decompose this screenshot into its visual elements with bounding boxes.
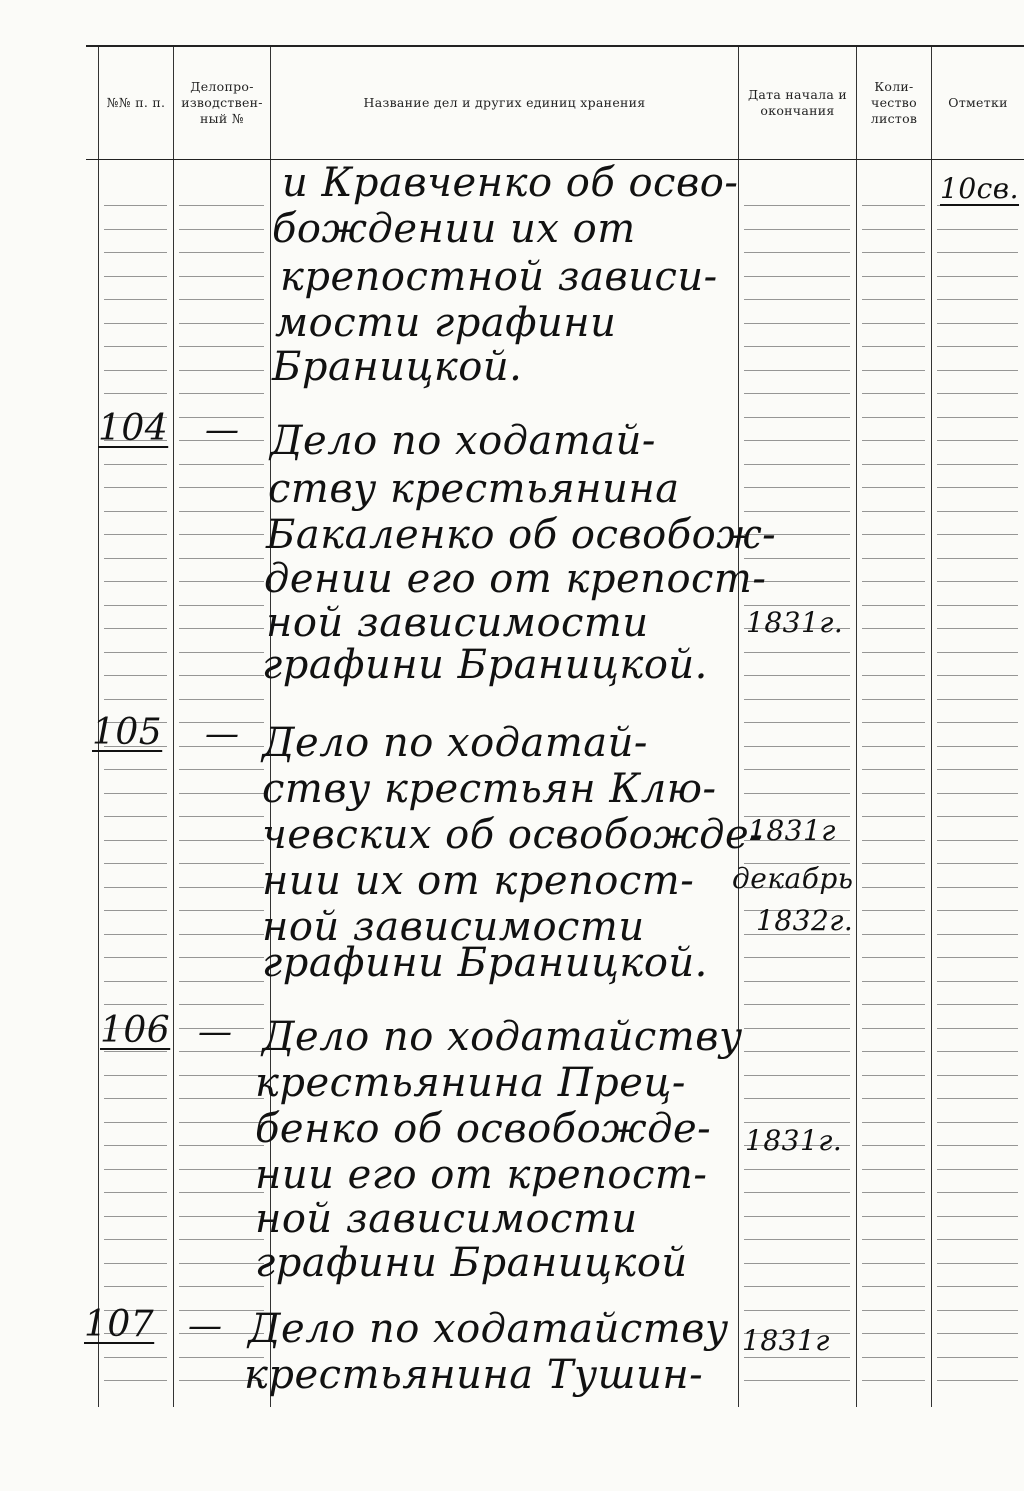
ruled-line (179, 1004, 264, 1005)
ruled-line (104, 957, 167, 958)
entry-105-line-1: Дело по ходатай- (262, 720, 648, 766)
ruled-line (104, 887, 167, 888)
ruled-line (862, 769, 925, 770)
ruled-line (862, 887, 925, 888)
cont-line-4: мости графини (275, 300, 617, 346)
ruled-line (862, 652, 925, 653)
ruled-line (104, 1004, 167, 1005)
ruled-line (937, 1004, 1018, 1005)
entry-106-line-1: Дело по ходатайству (262, 1014, 743, 1060)
ruled-line (937, 534, 1018, 535)
ruled-line (744, 957, 850, 958)
ruled-line (937, 1333, 1018, 1334)
ruled-line (744, 370, 850, 371)
ruled-line (862, 722, 925, 723)
ruled-line (862, 370, 925, 371)
ruled-line (862, 1075, 925, 1076)
ruled-line (104, 1169, 167, 1170)
ruled-line (104, 816, 167, 817)
ruled-line (937, 1051, 1018, 1052)
ruled-line (744, 1239, 850, 1240)
ruled-line (937, 1028, 1018, 1029)
ruled-line (104, 628, 167, 629)
ruled-line (179, 1216, 264, 1217)
ruled-line (104, 487, 167, 488)
ruled-line (104, 205, 167, 206)
ruled-line (862, 252, 925, 253)
ruled-line (862, 205, 925, 206)
entry-105-number: 105 (92, 712, 163, 753)
ruled-line (862, 816, 925, 817)
ruled-line (937, 1380, 1018, 1381)
ruled-line (744, 1004, 850, 1005)
ruled-line (104, 276, 167, 277)
ruled-line (179, 1122, 264, 1123)
ruled-line (744, 981, 850, 982)
entry-107-date: 1831г (742, 1324, 830, 1357)
ruled-line (179, 840, 264, 841)
ruled-line (179, 487, 264, 488)
ruled-line (862, 534, 925, 535)
ruled-line (179, 1145, 264, 1146)
ruled-line (862, 1357, 925, 1358)
ruled-line (104, 769, 167, 770)
ruled-line (744, 746, 850, 747)
ruled-line (744, 1098, 850, 1099)
ruled-line (179, 205, 264, 206)
ruled-line (104, 1122, 167, 1123)
ruled-line (862, 628, 925, 629)
entry-105-date-start: 1831г (748, 814, 836, 847)
ruled-line (862, 981, 925, 982)
ruled-line (862, 558, 925, 559)
entry-107-dash: — (188, 1306, 223, 1346)
ruled-line (744, 1310, 850, 1311)
ruled-line (862, 487, 925, 488)
ruled-line (862, 323, 925, 324)
ruled-line (862, 1098, 925, 1099)
ruled-line (744, 1380, 850, 1381)
ruled-line (179, 229, 264, 230)
ruled-line (862, 1004, 925, 1005)
ruled-line (862, 1145, 925, 1146)
ruled-line (937, 323, 1018, 324)
ruled-line (104, 1239, 167, 1240)
entry-106-line-5: ной зависимости (255, 1196, 638, 1242)
ruled-line (937, 887, 1018, 888)
ruled-line (937, 1216, 1018, 1217)
header-col-title: Название дел и других единиц хранения (363, 95, 646, 110)
ruled-line (937, 252, 1018, 253)
ruled-line (937, 816, 1018, 817)
entry-104-line-2: ству крестьянина (268, 466, 680, 512)
ruled-line (862, 229, 925, 230)
cont-line-5: Браницкой. (272, 344, 523, 390)
ruled-line (179, 276, 264, 277)
ruled-line (179, 534, 264, 535)
ruled-line (937, 1145, 1018, 1146)
ruled-line (744, 276, 850, 277)
ruled-line (862, 1169, 925, 1170)
entry-104-line-4: дении его от крепост- (264, 556, 767, 602)
ruled-line (937, 652, 1018, 653)
ruled-line (104, 346, 167, 347)
ruled-line (862, 299, 925, 300)
ruled-line (862, 1028, 925, 1029)
ruled-line (937, 1122, 1018, 1123)
ruled-line (744, 1028, 850, 1029)
ruled-line (744, 487, 850, 488)
entry-107-line-1: Дело по ходатайству (248, 1306, 729, 1352)
ruled-line (104, 863, 167, 864)
ruled-line (862, 605, 925, 606)
ruled-line (744, 1169, 850, 1170)
ruled-line (179, 793, 264, 794)
ruled-line (104, 793, 167, 794)
ruled-line (937, 370, 1018, 371)
entry-106-number: 106 (100, 1010, 171, 1051)
ruled-line (104, 652, 167, 653)
ruled-line (104, 393, 167, 394)
ruled-line (937, 346, 1018, 347)
ruled-line (179, 910, 264, 911)
ruled-line (937, 417, 1018, 418)
entry-104-dash: — (205, 410, 240, 450)
ruled-line (104, 1192, 167, 1193)
ruled-line (744, 393, 850, 394)
ruled-line (104, 370, 167, 371)
ruled-line (862, 393, 925, 394)
entry-105-line-3: чевских об освобожде- (262, 812, 764, 858)
ruled-line (937, 558, 1018, 559)
ruled-line (104, 1286, 167, 1287)
ruled-line (179, 1192, 264, 1193)
ruled-line (744, 440, 850, 441)
ruled-line (744, 252, 850, 253)
entry-105-line-4: нии их от крепост- (262, 858, 695, 904)
ruled-line (104, 1051, 167, 1052)
header-col-office-number: Делопро- изводствен- ный № (181, 79, 263, 126)
ruled-line (744, 1075, 850, 1076)
ruled-line (937, 487, 1018, 488)
ruled-line (179, 628, 264, 629)
ruled-line (179, 675, 264, 676)
ruled-line (937, 299, 1018, 300)
col-divider-5 (931, 47, 932, 1407)
ruled-line (937, 440, 1018, 441)
ruled-line (862, 910, 925, 911)
entry-104-line-5: ной зависимости (266, 600, 649, 646)
entry-106-date: 1831г. (745, 1124, 843, 1157)
ruled-line (862, 863, 925, 864)
ruled-line (862, 1380, 925, 1381)
ruled-line (937, 722, 1018, 723)
entry-107-line-2: крестьянина Тушин- (244, 1352, 704, 1398)
entry-104-line-6: графини Браницкой. (262, 642, 708, 688)
ruled-line (937, 699, 1018, 700)
entry-106-line-6: графини Браницкой (255, 1240, 688, 1286)
ruled-line (104, 605, 167, 606)
ruled-line (744, 299, 850, 300)
col-divider-3 (738, 47, 739, 1407)
ruled-line (937, 675, 1018, 676)
ruled-line (744, 1192, 850, 1193)
ruled-line (179, 769, 264, 770)
ruled-line (862, 1216, 925, 1217)
ruled-line (104, 581, 167, 582)
entry-104-number: 104 (98, 408, 169, 449)
ruled-line (104, 558, 167, 559)
ruled-line (937, 276, 1018, 277)
ruled-line (179, 393, 264, 394)
ruled-line (744, 417, 850, 418)
entry-106-line-4: нии его от крепост- (255, 1152, 708, 1198)
ruled-line (937, 957, 1018, 958)
ruled-line (937, 840, 1018, 841)
ruled-line (744, 1263, 850, 1264)
ruled-line (744, 346, 850, 347)
ruled-line (862, 699, 925, 700)
ruled-line (937, 1169, 1018, 1170)
ruled-line (862, 1310, 925, 1311)
ruled-line (179, 511, 264, 512)
ruled-line (937, 1310, 1018, 1311)
ruled-line (179, 816, 264, 817)
entry-106-line-2: крестьянина Прец- (255, 1060, 686, 1106)
ruled-line (862, 1051, 925, 1052)
ruled-line (104, 511, 167, 512)
ruled-line (104, 840, 167, 841)
ruled-line (744, 793, 850, 794)
ruled-line (104, 1075, 167, 1076)
ruled-line (744, 464, 850, 465)
ruled-line (104, 1145, 167, 1146)
ruled-line (744, 229, 850, 230)
ruled-line (937, 229, 1018, 230)
ruled-line (104, 675, 167, 676)
ruled-line (862, 746, 925, 747)
ruled-line (104, 1357, 167, 1358)
ruled-line (862, 346, 925, 347)
entry-105-line-6: графини Браницкой. (262, 940, 708, 986)
entry-105-line-2: ству крестьян Клю- (262, 766, 717, 812)
entry-105-date-month: декабрь (732, 862, 854, 895)
ruled-line (862, 464, 925, 465)
ruled-line (937, 934, 1018, 935)
ruled-line (179, 558, 264, 559)
ruled-line (179, 464, 264, 465)
ruled-line (937, 1075, 1018, 1076)
ruled-line (937, 981, 1018, 982)
entry-107-number: 107 (84, 1304, 155, 1345)
ruled-line (937, 464, 1018, 465)
ruled-line (937, 511, 1018, 512)
entry-106-line-3: бенко об освобожде- (255, 1106, 712, 1152)
ruled-line (862, 957, 925, 958)
ruled-line (179, 299, 264, 300)
ruled-line (862, 1286, 925, 1287)
ruled-line (744, 675, 850, 676)
ruled-line (104, 1216, 167, 1217)
ruled-line (937, 1357, 1018, 1358)
ruled-line (937, 205, 1018, 206)
ruled-line (179, 346, 264, 347)
ruled-line (744, 1122, 850, 1123)
header-col-sheet-count: Коли- чество листов (870, 79, 918, 126)
ruled-line (937, 793, 1018, 794)
ruled-line (179, 1239, 264, 1240)
ruled-line (104, 299, 167, 300)
header-col-num: №№ п. п. (106, 95, 166, 110)
ruled-line (937, 628, 1018, 629)
entry-104-date: 1831г. (746, 606, 844, 639)
entry-104-line-3: Бакаленко об освобож- (266, 512, 777, 558)
cont-line-2: бождении их от (272, 206, 636, 252)
ruled-line (104, 1380, 167, 1381)
ruled-line (862, 276, 925, 277)
ruled-line (937, 581, 1018, 582)
ruled-line (104, 699, 167, 700)
entry-104-line-1: Дело по ходатай- (270, 418, 656, 464)
ruled-line (179, 1098, 264, 1099)
ruled-line (862, 440, 925, 441)
ruled-line (937, 393, 1018, 394)
ruled-line (179, 934, 264, 935)
ruled-line (104, 252, 167, 253)
ruled-line (937, 910, 1018, 911)
header-col-notes: Отметки (948, 95, 1008, 110)
entry-105-dash: — (205, 714, 240, 754)
ruled-line (179, 699, 264, 700)
ruled-line (179, 252, 264, 253)
ruled-line (862, 1333, 925, 1334)
ruled-line (179, 981, 264, 982)
ruled-line (744, 699, 850, 700)
ruled-line (179, 1169, 264, 1170)
ruled-line (744, 722, 850, 723)
ruled-line (179, 1286, 264, 1287)
ruled-line (937, 605, 1018, 606)
ruled-line (862, 840, 925, 841)
ruled-line (862, 934, 925, 935)
ruled-line (744, 205, 850, 206)
ruled-line (937, 746, 1018, 747)
ruled-line (862, 511, 925, 512)
ruled-line (104, 1098, 167, 1099)
notes-mark: 10св. (940, 172, 1020, 205)
ruled-line (937, 863, 1018, 864)
ruled-line (744, 323, 850, 324)
ruled-line (104, 464, 167, 465)
ruled-line (744, 652, 850, 653)
ruled-line (744, 769, 850, 770)
ruled-line (744, 1286, 850, 1287)
ruled-line (937, 1263, 1018, 1264)
ruled-line (179, 957, 264, 958)
ruled-line (104, 229, 167, 230)
ruled-line (179, 323, 264, 324)
ruled-line (862, 417, 925, 418)
col-divider-1 (173, 47, 174, 1407)
ruled-line (179, 581, 264, 582)
ruled-line (179, 1263, 264, 1264)
ruled-line (937, 1098, 1018, 1099)
ruled-line (862, 1263, 925, 1264)
ruled-line (937, 1192, 1018, 1193)
ruled-line (179, 887, 264, 888)
ruled-line (104, 534, 167, 535)
ruled-line (179, 863, 264, 864)
ruled-line (744, 1051, 850, 1052)
ruled-line (179, 370, 264, 371)
ruled-line (937, 1239, 1018, 1240)
cont-line-3: крепостной зависи- (280, 254, 718, 300)
ruled-line (179, 652, 264, 653)
header-col-dates: Дата начала и окончания (747, 87, 848, 118)
ruled-line (937, 769, 1018, 770)
ruled-line (862, 793, 925, 794)
ruled-line (862, 675, 925, 676)
ruled-line (862, 1192, 925, 1193)
ruled-line (744, 1216, 850, 1217)
ruled-line (862, 1239, 925, 1240)
ruled-line (937, 1286, 1018, 1287)
ruled-line (104, 981, 167, 982)
ruled-line (104, 934, 167, 935)
col-divider-4 (856, 47, 857, 1407)
cont-line-1: и Кравченко об осво- (282, 160, 739, 206)
ruled-line (862, 1122, 925, 1123)
ruled-line (179, 605, 264, 606)
entry-105-line-5: ной зависимости (262, 904, 645, 950)
ruled-line (104, 910, 167, 911)
entry-106-dash: — (198, 1012, 233, 1052)
ruled-line (862, 581, 925, 582)
ruled-line (104, 323, 167, 324)
ruled-line (179, 1075, 264, 1076)
ruled-line (104, 1263, 167, 1264)
entry-105-date-end: 1832г. (756, 904, 854, 937)
